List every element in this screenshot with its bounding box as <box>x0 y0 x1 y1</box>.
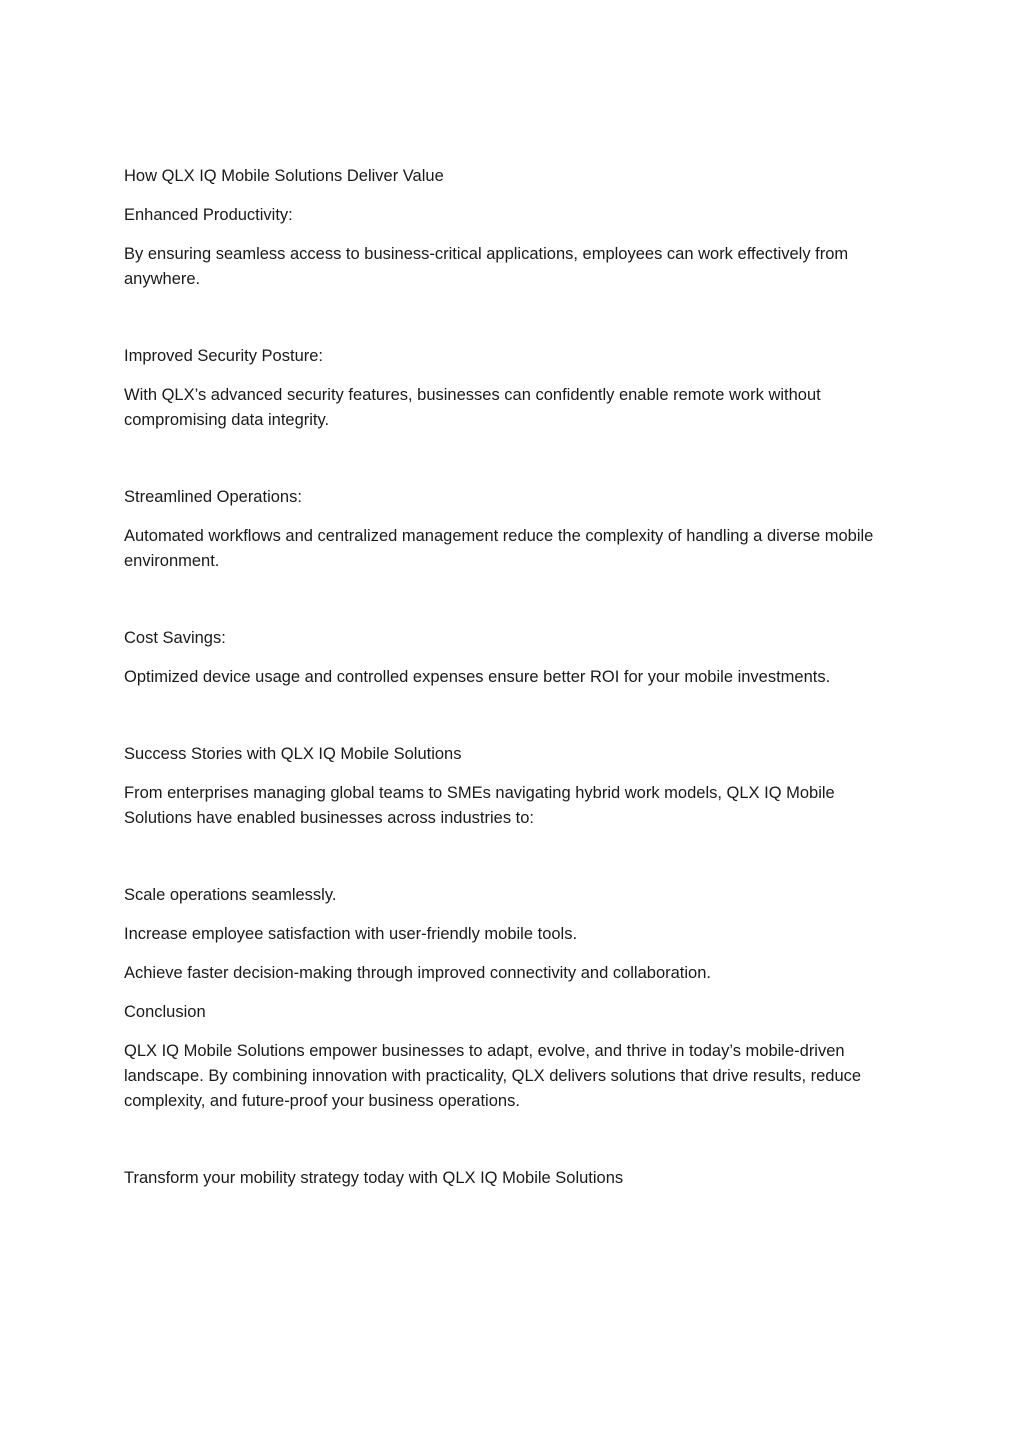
document-body <box>124 164 904 1205</box>
spacer <box>124 1128 904 1166</box>
spacer <box>124 704 904 742</box>
section-heading-success: Success Stories with QLX IQ Mobile Solutions <box>124 745 462 763</box>
paragraph-conclusion: QLX IQ Mobile Solutions empower businesses to adapt, evolve, and thrive in today’s mobile-driven landscape. By combining innovation with practicality, QLX delivers solutions that drive results, reduce complexity, and future-proof your business operations. <box>124 1042 862 1110</box>
paragraph-operations: Automated workflows and centralized management reduce the complexity of handling a diverse mobile environment. <box>124 527 874 570</box>
section-heading-conclusion: Conclusion <box>124 1003 206 1021</box>
spacer <box>124 588 904 626</box>
list-item-scale: Scale operations seamlessly. <box>124 886 337 904</box>
spacer <box>124 447 904 485</box>
spacer <box>124 845 904 883</box>
subheading-security: Improved Security Posture: <box>124 347 323 365</box>
closing-line: Transform your mobility strategy today with QLX IQ Mobile Solutions <box>124 1169 624 1187</box>
section-heading-value: How QLX IQ Mobile Solutions Deliver Value <box>124 167 444 185</box>
list-item-satisfaction: Increase employee satisfaction with user-friendly mobile tools. <box>124 925 578 943</box>
list-item-decision: Achieve faster decision-making through improved connectivity and collaboration. <box>124 964 711 982</box>
spacer <box>124 306 904 344</box>
subheading-productivity: Enhanced Productivity: <box>124 206 293 224</box>
paragraph-cost: Optimized device usage and controlled expenses ensure better ROI for your mobile investments. <box>124 668 831 686</box>
subheading-cost: Cost Savings: <box>124 629 226 647</box>
subheading-operations: Streamlined Operations: <box>124 488 302 506</box>
paragraph-security: With QLX’s advanced security features, businesses can confidently enable remote work without compromising data integrity. <box>124 386 821 429</box>
paragraph-success: From enterprises managing global teams to SMEs navigating hybrid work models, QLX IQ Mobile Solutions have enabled businesses across industries to: <box>124 784 835 827</box>
paragraph-productivity: By ensuring seamless access to business-critical applications, employees can work effectively from anywhere. <box>124 245 849 288</box>
